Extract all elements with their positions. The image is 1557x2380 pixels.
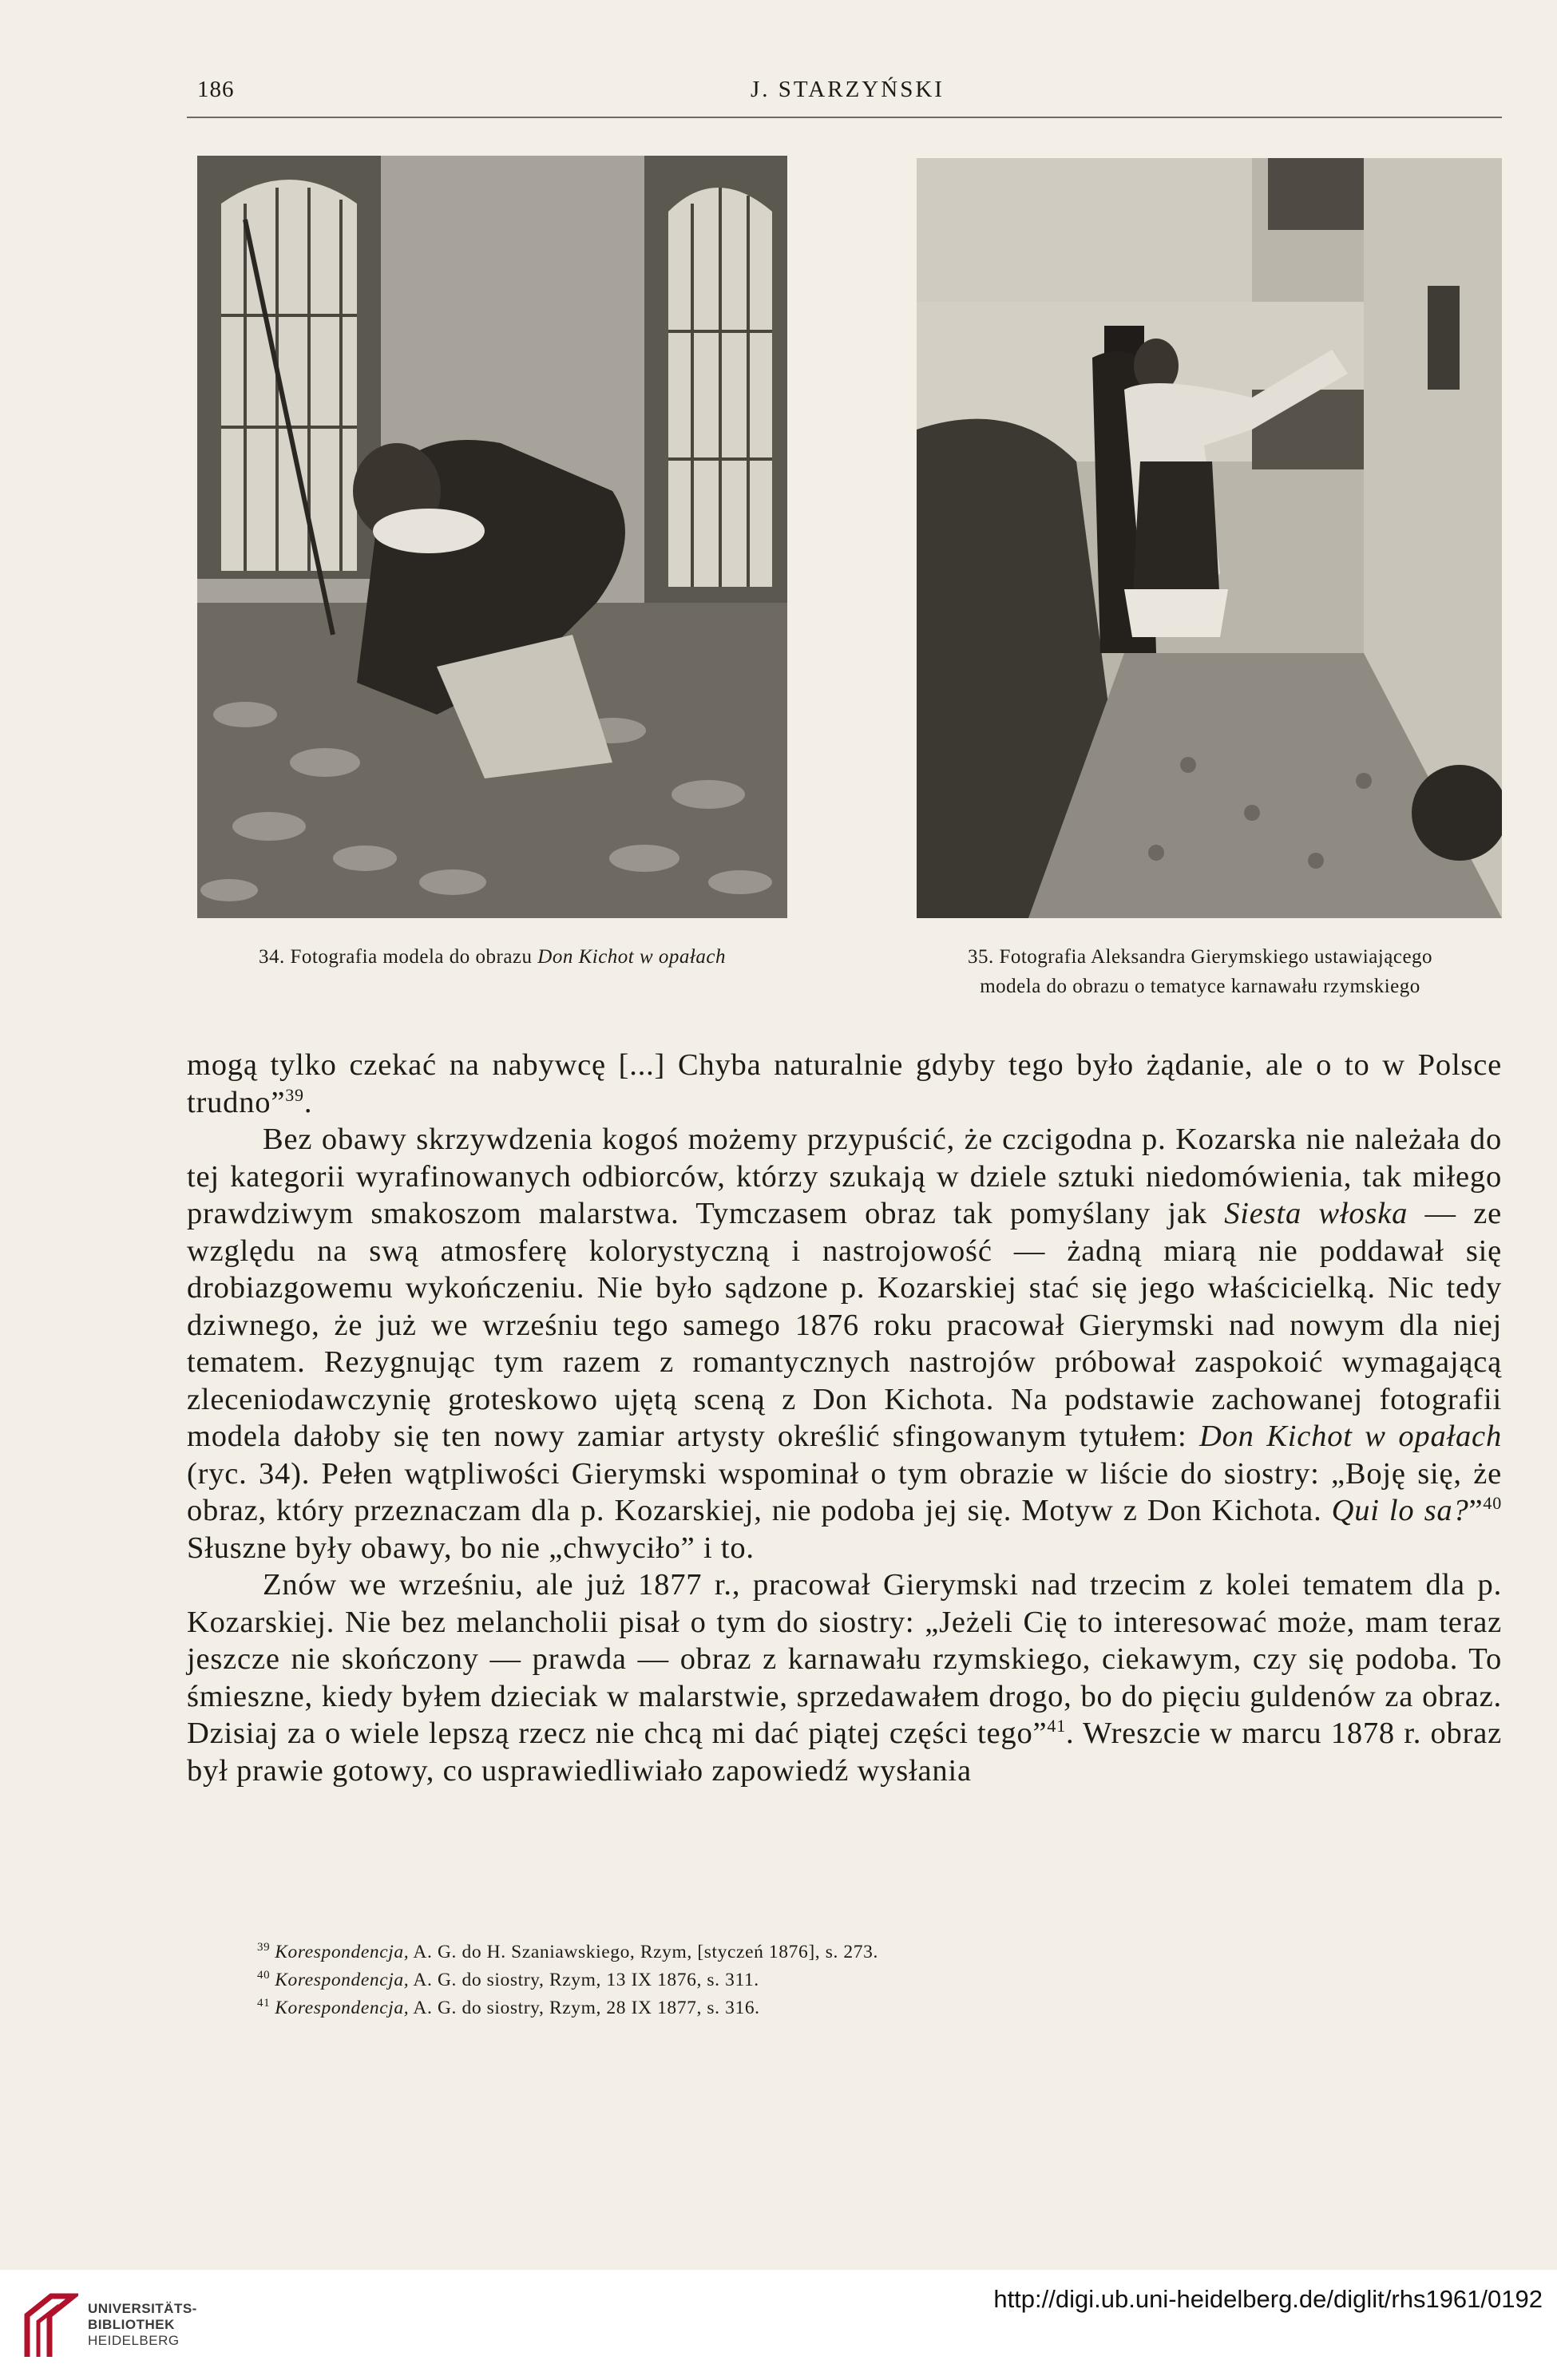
figure-34-photo [197,156,787,918]
footnote-ref-41: 41 [1047,1716,1066,1736]
library-logo-icon [22,2291,78,2362]
figure-35-caption [893,942,1507,1001]
footnote-41-source: Korespondencja, [275,1998,410,2018]
figure-34-caption-title: Don Kichot w opałach [537,946,726,968]
footnote-39-source: Korespondencja, [275,1942,410,1962]
paragraph-2-text-a: Bez obawy skrzywdzenia kogoś możemy przypuścić, że czcigodna p. Kozarska nie należała do tej kategorii wyrafinowanych odbiorców, którzy szukają w dziele sztuki niedomówienia, tak miłego prawdziwym smakoszom malarstwa. Tymczasem obraz tak pomyślany jak [187,1123,1502,1230]
paragraph-3-text-a: Znów we wrześniu, ale już 1877 r., pracował Gierymski nad trzecim z kolei tematem dla p. Kozarskiej. Nie bez melancholii pisał o tym do siostry: „Jeżeli Cię to interesować może, mam teraz jeszcze nie skończony — prawda — obraz z karnawału rzymskiego, ciekawym, czy się podoba. To śmieszne, kiedy byłem dzieciak w malarstwie, sprzedawałem drogo, bo do pięciu guldenów za obraz. Dzisiaj za o wiele lepszą rzecz nie chcą mi dać piątej części tego” [187,1568,1502,1750]
paragraph-3 [187,1566,1502,1789]
page-number: 186 [197,77,235,102]
body-text [187,1047,1502,1789]
footnote-40-number: 40 [257,1969,271,1982]
paragraph-2: Bez obawy skrzywdzenia kogoś możemy przypuścić, że czcigodna p. Kozarska nie należała do tej kategorii wyrafinowanych odbiorców, którzy szukają w dziele sztuki niedomówienia, tak miłego prawdziwym smakoszom malarstwa. Tymczasem obraz tak pomyślany jak Siesta włoska — ze względu na swą atmosferę kolorystyczną i nastrojowość — żadną miarą nie poddawał się drobiazgowemu wykończeniu. Nie było sądzone p. Kozarskiej stać się jego właścicielką. Nic tedy dziwnego, że już we wrześniu tego samego 1876 roku pracował Gierymski nad nowym dla niej tematem. Rezygnując tym razem z romantycznych nastrojów próbował zaspokoić wymagającą zleceniodawczynię groteskowo ujętą sceną z Don Kichota. Na podstawie zachowanej fotografii modela dałoby się ten nowy zamiar artysty określić sfingowanym tytułem: Don Kichot w opałach (ryc. 34). Pełen wątpliwości Gierymski wspominał o tym obrazie w liście do siostry: „Boję się, że obraz, który przeznaczam dla p. Kozarskiej, nie podoba jej się. Motyw z Don Kichota. Qui lo sa?”$^{40}$ Słuszne były obawy, bo nie „chwyciło” i to. [187,1123,1503,1565]
footnote-41-text: A. G. do siostry, Rzym, 28 IX 1877, s. 316. [409,1998,760,2018]
paragraph-1 [187,1047,1502,1121]
paragraph-2-text-d: Słuszne były obawy, bo nie „chwyciło” i to. [187,1531,755,1565]
footnote-40 [257,1966,1455,1994]
figure-35-number: 35. [967,946,994,968]
footnote-40-source: Korespondencja, [275,1970,410,1990]
title-don-kichot: Don Kichot w opałach [1199,1420,1502,1453]
footnote-39-number: 39 [257,1941,271,1954]
library-name [88,2301,197,2349]
paragraph-1-end: . [303,1085,313,1119]
figure-35-caption-line1: Fotografia Aleksandra Gierymskiego ustawiającego [999,946,1433,968]
footnote-41-number: 41 [257,1997,271,2010]
figure-34-number: 34. [259,946,285,968]
paragraph-3-text-b: . Wreszcie w marcu 1878 r. obraz był prawie gotowy, co usprawiedliwiało zapowiedź wysłania [187,1717,1503,1788]
paragraph-2-text-c: (ryc. 34). Pełen wątpliwości Gierymski wspominał o tym obrazie w liście do siostry: „Boję się, że obraz, który przeznaczam dla p. Kozarskiej, nie podoba jej się. Motyw z Don Kichota. [187,1456,1502,1527]
running-head: J. STARZYŃSKI [751,77,945,102]
footnote-41 [257,1994,1455,2022]
figure-35-caption-line2: modela do obrazu o tematyce karnawału rzymskiego [980,976,1420,997]
library-name-line3: HEIDELBERG [88,2333,180,2348]
footnote-39 [257,1938,1455,1966]
footnote-ref-39: 39 [285,1084,304,1105]
quote-qui-lo-sa: Qui lo sa? [1331,1494,1469,1527]
source-url-link[interactable]: http://digi.ub.uni-heidelberg.de/diglit/rhs1961/0192 [993,2285,1543,2313]
library-name-line1: UNIVERSITÄTS- [88,2301,197,2316]
library-name-line2: BIBLIOTHEK [88,2317,175,2332]
footnotes [257,1938,1455,2022]
figure-35-photo [917,158,1502,918]
paragraph-2-text-b: — ze względu na swą atmosferę kolorystyczną i nastrojowość — żadną miarą nie poddawał się drobiazgowemu wykończeniu. Nie było sądzone p. Kozarskiej stać się jego właścicielką. Nic tedy dziwnego, że już we wrześniu tego samego 1876 roku pracował Gierymski nad nowym dla niej tematem. Rezygnując tym razem z romantycznych nastrojów próbował zaspokoić wymagającą zleceniodawczynię groteskowo ujętą sceną z Don Kichota. Na podstawie zachowanej fotografii modela dałoby się ten nowy zamiar artysty określić sfingowanym tytułem: [187,1197,1503,1453]
title-siesta-wloska: Siesta włoska [1224,1197,1408,1230]
footnote-40-text: A. G. do siostry, Rzym, 13 IX 1876, s. 311. [409,1970,759,1990]
paragraph-1-text: mogą tylko czekać na nabywcę [...] Chyba naturalnie gdyby tego było żądanie, ale o to w Polsce trudno” [187,1048,1502,1119]
figure-34-caption-text: Fotografia modela do obrazu [290,946,533,968]
footnote-39-text: A. G. do H. Szaniawskiego, Rzym, [styczeń 1876], s. 273. [409,1942,878,1962]
footnote-ref-40: 40 [1483,1493,1502,1514]
figure-34-caption [197,942,787,972]
header-rule [187,117,1502,118]
